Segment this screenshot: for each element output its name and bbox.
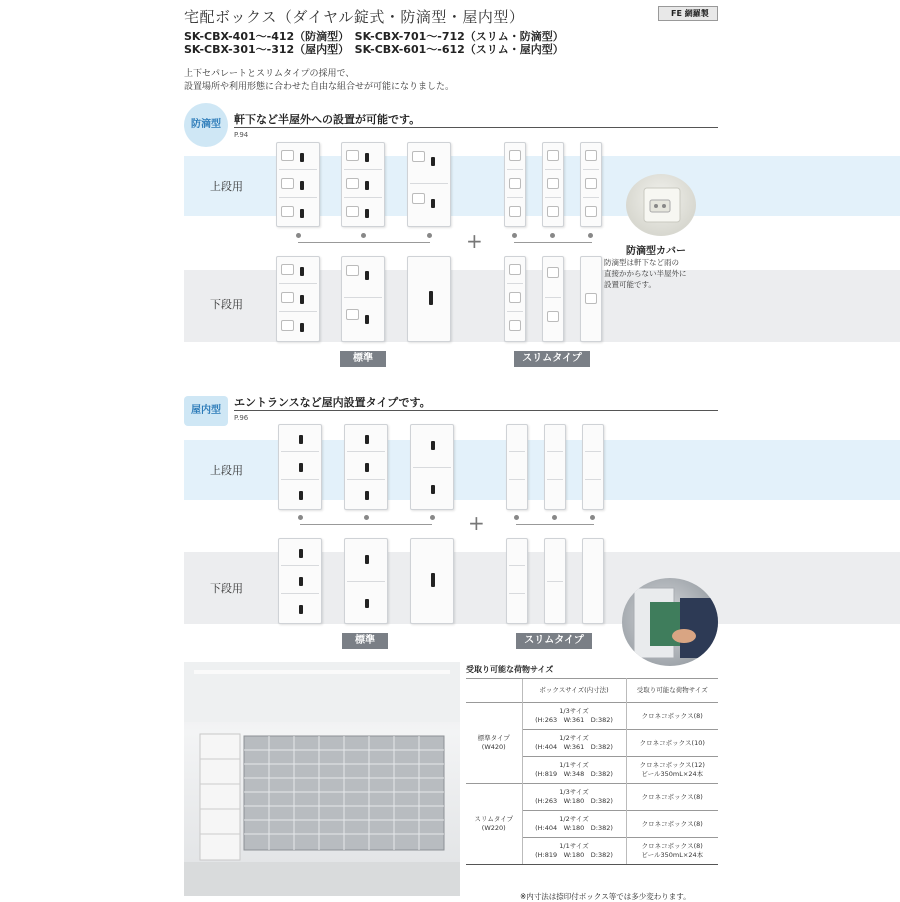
connector-dot — [296, 233, 301, 238]
dial-lock-icon — [509, 178, 521, 189]
hand-image — [622, 578, 718, 666]
door-divider — [344, 297, 382, 298]
indoor-upper-slim-1 — [506, 424, 528, 510]
door-divider — [344, 197, 382, 198]
dial-lock-icon — [412, 151, 425, 162]
handle-icon — [365, 271, 369, 280]
size-name: 1/2サイズ — [559, 734, 589, 742]
size-dims: (H:263 W:361 D:382) — [535, 716, 613, 724]
desc-line-1: 上下セパレートとスリムタイプの採用で、 — [184, 69, 355, 79]
cargo-line: クロネコボックス(8) — [641, 842, 703, 850]
door-divider — [344, 169, 382, 170]
table-header — [466, 679, 522, 703]
door-divider — [507, 197, 523, 198]
box-size-cell — [522, 784, 626, 811]
handle-icon — [300, 295, 304, 304]
cover-text — [604, 257, 687, 290]
handle-icon — [431, 573, 435, 587]
drip-upper-slim-3 — [580, 142, 602, 227]
box-size-cell — [522, 838, 626, 865]
category-cell — [466, 703, 522, 784]
dial-lock-icon — [585, 150, 597, 161]
dial-lock-icon — [346, 206, 359, 217]
dial-lock-icon — [585, 206, 597, 217]
door-divider — [279, 283, 317, 284]
box-size-cell — [522, 703, 626, 730]
handle-icon — [300, 181, 304, 190]
connector-dot — [427, 233, 432, 238]
delivery-hand-photo — [622, 578, 718, 666]
category-cell — [466, 784, 522, 865]
drip-proof-badge: 防滴型 — [184, 103, 228, 147]
cargo-line: クロネコボックス(10) — [639, 738, 705, 747]
handle-icon — [431, 485, 435, 494]
connector-dot — [514, 515, 519, 520]
size-dims: (H:819 W:348 D:382) — [535, 770, 613, 778]
indoor-upper-unit-third-b — [344, 424, 388, 510]
category-width: (W220) — [481, 824, 506, 832]
door-divider — [279, 169, 317, 170]
drip-cover-photo — [626, 174, 696, 236]
door-divider — [509, 451, 525, 452]
indoor-lower-unit-third — [278, 538, 322, 624]
handle-icon — [299, 491, 303, 500]
dial-lock-icon — [281, 150, 294, 161]
category-name: スリムタイプ — [474, 815, 514, 823]
models-line-2: SK-CBX-301〜-312（屋内型） SK-CBX-601〜-612（スリム・屋内型） — [184, 43, 564, 56]
drip-lower-unit-full — [407, 256, 451, 342]
indoor-heading-rule — [234, 410, 718, 411]
door-divider — [347, 479, 385, 480]
drip-upper-unit-third-b — [341, 142, 385, 227]
dial-lock-icon — [547, 150, 559, 161]
indoor-badge: 屋内型 — [184, 396, 228, 426]
plus-icon: + — [466, 229, 483, 253]
drip-lower-label: 下段用 — [210, 298, 243, 311]
dial-lock-icon — [509, 206, 521, 217]
table-row — [466, 703, 718, 730]
cargo-line: ビール350mL×24本 — [641, 851, 704, 859]
handle-icon — [365, 181, 369, 190]
dial-lock-icon — [547, 267, 559, 278]
handle-icon — [365, 463, 369, 472]
handle-icon — [429, 291, 433, 305]
indoor-slim-connector — [516, 524, 594, 525]
dial-lock-icon — [509, 264, 521, 275]
handle-icon — [299, 549, 303, 558]
handle-icon — [365, 153, 369, 162]
cargo-cell — [626, 784, 718, 811]
table-header: ボックスサイズ(内寸法) — [522, 679, 626, 703]
connector-dot — [588, 233, 593, 238]
dial-lock-icon — [281, 292, 294, 303]
door-divider — [507, 169, 523, 170]
door-divider — [413, 467, 451, 468]
indoor-section-heading: エントランスなど屋内設置タイプです。 — [234, 396, 431, 409]
connector-dot — [512, 233, 517, 238]
box-size-cell — [522, 757, 626, 784]
drip-upper-unit-third — [276, 142, 320, 227]
drip-slim-connector — [514, 242, 592, 243]
handle-icon — [300, 209, 304, 218]
dial-lock-icon — [281, 320, 294, 331]
fe-badge: FE 網羅製 — [658, 6, 718, 21]
connector-dot — [361, 233, 366, 238]
indoor-lower-slim-3 — [582, 538, 604, 624]
indoor-upper-slim-3 — [582, 424, 604, 510]
size-dims: (H:819 W:180 D:382) — [535, 851, 613, 859]
door-divider — [547, 451, 563, 452]
cargo-line: クロネコボックス(8) — [641, 792, 703, 801]
drip-page-ref: P.94 — [234, 131, 249, 139]
drip-upper-slim-2 — [542, 142, 564, 227]
cargo-line: クロネコボックス(12) — [639, 761, 705, 769]
door-divider — [509, 565, 525, 566]
handle-icon — [299, 577, 303, 586]
indoor-upper-slim-2 — [544, 424, 566, 510]
drip-lower-slim-3 — [580, 256, 602, 342]
dial-lock-icon — [346, 265, 359, 276]
handle-icon — [365, 599, 369, 608]
category-name: 標準タイプ — [477, 734, 510, 742]
desc-line-2: 設置場所や利用形態に合わせた自由な組合せが可能になりました。 — [184, 82, 455, 92]
drip-lower-slim-1 — [504, 256, 526, 342]
drip-section-heading: 軒下など半屋外への設置が可能です。 — [234, 113, 421, 126]
models-line-1: SK-CBX-401〜-412（防滴型） SK-CBX-701〜-712（スリム・防滴型） — [184, 30, 564, 43]
door-divider — [545, 197, 561, 198]
handle-icon — [299, 435, 303, 444]
handle-icon — [431, 199, 435, 208]
door-divider — [585, 479, 601, 480]
indoor-page-ref: P.96 — [234, 414, 249, 422]
door-divider — [279, 311, 317, 312]
indoor-lower-slim-1 — [506, 538, 528, 624]
connector-dot — [364, 515, 369, 520]
size-name: 1/3サイズ — [559, 788, 589, 796]
table-header-row — [466, 679, 718, 703]
indoor-lower-slim-2 — [544, 538, 566, 624]
cover-text-line-1: 防滴型は軒下など雨の — [604, 258, 679, 267]
door-divider — [281, 565, 319, 566]
door-divider — [347, 451, 385, 452]
connector-dot — [552, 515, 557, 520]
dial-lock-icon — [509, 320, 521, 331]
box-size-cell — [522, 730, 626, 757]
size-name: 1/3サイズ — [559, 707, 589, 715]
dial-lock-icon — [281, 178, 294, 189]
hall-image — [184, 662, 460, 896]
indoor-upper-unit-third — [278, 424, 322, 510]
door-divider — [545, 297, 561, 298]
cover-title: 防滴型カバー — [626, 246, 686, 257]
cargo-line: クロネコボックス(8) — [641, 819, 703, 828]
drip-lower-slim-2 — [542, 256, 564, 342]
table-footnote: ※内寸法は捺印付ボックス等では多少変わります。 — [520, 892, 691, 901]
indoor-upper-unit-half — [410, 424, 454, 510]
drip-lower-unit-third — [276, 256, 320, 342]
description — [184, 68, 454, 94]
size-table-title: 受取り可能な荷物サイズ — [466, 665, 554, 674]
drip-lower-unit-half — [341, 256, 385, 342]
drip-upper-slim-1 — [504, 142, 526, 227]
drip-upper-unit-half — [407, 142, 451, 227]
door-divider — [547, 479, 563, 480]
dial-lock-icon — [346, 150, 359, 161]
cargo-cell — [626, 730, 718, 757]
indoor-tag-standard: 標準 — [342, 633, 388, 649]
door-divider — [410, 183, 448, 184]
door-divider — [583, 169, 599, 170]
handle-icon — [299, 463, 303, 472]
drip-upper-label: 上段用 — [210, 180, 243, 193]
dial-lock-icon — [509, 292, 521, 303]
dial-lock-icon — [412, 193, 425, 204]
connector-dot — [550, 233, 555, 238]
cover-text-line-2: 直接かからない半屋外に — [604, 269, 687, 278]
handle-icon — [365, 209, 369, 218]
connector-dot — [430, 515, 435, 520]
handle-icon — [365, 491, 369, 500]
size-name: 1/2サイズ — [559, 815, 589, 823]
door-divider — [507, 283, 523, 284]
door-divider — [545, 169, 561, 170]
table-header: 受取り可能な荷物サイズ — [626, 679, 718, 703]
door-divider — [347, 581, 385, 582]
cargo-line: ビール350mL×24本 — [641, 770, 704, 778]
dial-lock-icon — [585, 293, 597, 304]
size-name: 1/1サイズ — [559, 842, 589, 850]
door-divider — [585, 451, 601, 452]
door-divider — [281, 593, 319, 594]
indoor-upper-label: 上段用 — [210, 464, 243, 477]
handle-icon — [365, 435, 369, 444]
cargo-cell — [626, 838, 718, 865]
cover-text-line-3: 設置可能です。 — [604, 280, 656, 289]
plus-icon: + — [468, 511, 485, 535]
indoor-lower-unit-full — [410, 538, 454, 624]
cargo-cell — [626, 757, 718, 784]
cargo-cell — [626, 703, 718, 730]
connector-dot — [298, 515, 303, 520]
cover-image — [626, 174, 696, 236]
dial-lock-icon — [281, 264, 294, 275]
door-divider — [279, 197, 317, 198]
size-dims: (H:263 W:180 D:382) — [535, 797, 613, 805]
dial-lock-icon — [509, 150, 521, 161]
drip-heading-rule — [234, 127, 718, 128]
handle-icon — [365, 555, 369, 564]
dial-lock-icon — [547, 311, 559, 322]
door-divider — [583, 197, 599, 198]
handle-icon — [300, 153, 304, 162]
model-numbers — [184, 30, 564, 56]
cargo-line: クロネコボックス(8) — [641, 711, 703, 720]
connector-dot — [590, 515, 595, 520]
drip-standard-connector — [298, 242, 430, 243]
box-size-cell — [522, 811, 626, 838]
indoor-lower-unit-half — [344, 538, 388, 624]
cargo-cell — [626, 811, 718, 838]
indoor-lower-label: 下段用 — [210, 582, 243, 595]
dial-lock-icon — [547, 206, 559, 217]
indoor-standard-connector — [300, 524, 432, 525]
page-title: 宅配ボックス（ダイヤル錠式・防滴型・屋内型） — [184, 8, 525, 26]
dial-lock-icon — [585, 178, 597, 189]
drip-tag-standard: 標準 — [340, 351, 386, 367]
entrance-hall-photo — [184, 662, 460, 896]
indoor-tag-slim: スリムタイプ — [516, 633, 592, 649]
size-dims: (H:404 W:361 D:382) — [535, 743, 613, 751]
door-divider — [507, 311, 523, 312]
handle-icon — [431, 441, 435, 450]
category-width: (W420) — [481, 743, 506, 751]
drip-tag-slim: スリムタイプ — [514, 351, 590, 367]
size-table — [466, 678, 718, 865]
dial-lock-icon — [346, 309, 359, 320]
door-divider — [281, 451, 319, 452]
dial-lock-icon — [281, 206, 294, 217]
dial-lock-icon — [547, 178, 559, 189]
door-divider — [281, 479, 319, 480]
door-divider — [509, 593, 525, 594]
size-name: 1/1サイズ — [559, 761, 589, 769]
handle-icon — [300, 267, 304, 276]
size-dims: (H:404 W:180 D:382) — [535, 824, 613, 832]
door-divider — [509, 479, 525, 480]
handle-icon — [431, 157, 435, 166]
handle-icon — [300, 323, 304, 332]
dial-lock-icon — [346, 178, 359, 189]
door-divider — [547, 581, 563, 582]
handle-icon — [299, 605, 303, 614]
handle-icon — [365, 315, 369, 324]
table-row — [466, 784, 718, 811]
